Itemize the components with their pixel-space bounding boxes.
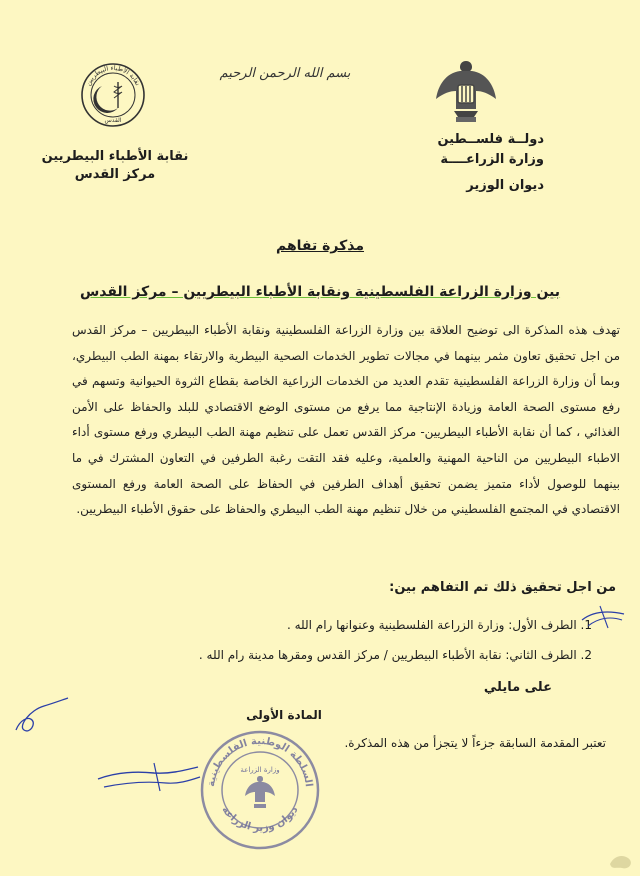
article-text: تعتبر المقدمة السابقة جزءاً لا يتجزأ من هذه المذكرة.: [344, 736, 606, 750]
svg-text:ديوان وزير الزراعة: [219, 805, 300, 834]
stamp-eagle-icon: [245, 776, 275, 808]
ministry-line-1: دولــة فلســطين: [437, 132, 544, 147]
syndicate-name: [40, 148, 190, 184]
stamp-inner-text: وزارة الزراعة: [240, 766, 280, 774]
ministry-line-3: ديوان الوزير: [466, 178, 544, 193]
pen-mark-left: [10, 690, 70, 740]
as-follows: على مايلي: [483, 680, 552, 695]
party-2: 2. الطرف الثاني: نقابة الأطباء البيطريين / مركز القدس ومقرها مدينة رام الله .: [198, 648, 592, 662]
party-1: 1. الطرف الأول: وزارة الزراعة الفلسطينية وعنوانها رام الله .: [286, 618, 592, 632]
memo-title: مذكرة تفاهم: [275, 238, 365, 254]
logo-bottom-text: القدس: [104, 117, 122, 124]
eagle-emblem: [432, 55, 500, 125]
ministry-line-2: وزارة الزراعــــة: [440, 152, 544, 167]
basmala: بسم الله الرحمن الرحيم: [219, 66, 351, 81]
agreed-intro: من اجل تحقيق ذلك تم التفاهم بين:: [389, 580, 616, 595]
stamp-bottom-text: ديوان وزير الزراعة: [219, 804, 301, 834]
pen-mark-right: [578, 602, 628, 632]
syndicate-logo: [80, 62, 146, 128]
svg-text:نقابة الأطباء البيطريين: [84, 64, 142, 87]
logo-top-text: نقابة الأطباء البيطريين: [84, 63, 142, 87]
ministry-block: [384, 130, 544, 196]
memo-subtitle: بين وزارة الزراعة الفلسطينية ونقابة الأطباء البيطريين – مركز القدس: [79, 284, 561, 300]
syndicate-line-1: نقابة الأطباء البيطريين: [41, 149, 189, 164]
signature: [94, 757, 204, 797]
memo-body: تهدف هذه المذكرة الى توضيح العلاقة بين وزارة الزراعة الفلسطينية ونقابة الأطباء البيطريين – مركز القدس من اجل تحقيق تعاون مثمر بينهما في مجالات تطوير الخدمات الصحية البيطرية والارتقاء بمهنة الطب البيطري، وبما أن وزارة الزراعة الفلسطينية تقدم العديد من الخدمات الزراعية الخاصة بقطاع الثروة الحيوانية وتسهم في رفع مستوى الصحة العامة وزيادة الإنتاجية مما يرفع من مستوى الوضع الاقتصادي للبلد والحفاظ على الأمن الغذائي ، كما أن نقابة الأطباء البيطريين- مركز القدس تعمل على تنظيم مهنة الطب البيطري ورفع مستوى أداء الاطباء البيطريين من الناحية المهنية والعلمية، وعليه فقد التقت رغبة الطرفين في التعاون المشترك في ما بينهما للوصول لأداء متميز يضمن تحقيق أهداف الطرفين في الحفاظ على الصحة العامة ورفع المستوى الاقتصادي في المجتمع الفلسطيني من خلال تنظيم مهنة الطب البيطري والحفاظ على حقوق الأطباء البيطريين.: [72, 323, 620, 517]
ink-blot: [606, 850, 636, 872]
ministry-stamp: [198, 728, 322, 852]
article-title: المادة الأولى: [246, 708, 322, 722]
stamp-outer-text: السلطة الوطنية الفلسطينية: [206, 735, 314, 788]
syndicate-line-2: مركز القدس: [74, 167, 156, 182]
